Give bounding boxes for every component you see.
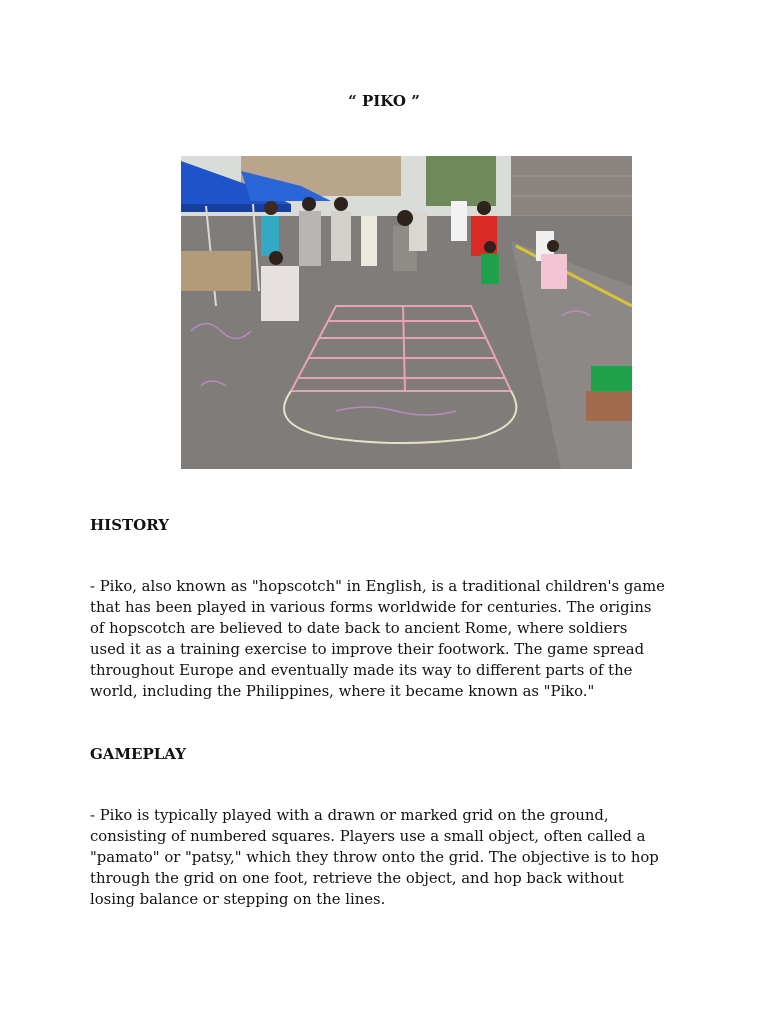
page-title: “ PIKO ” [348, 92, 420, 110]
hopscotch-street-photo [181, 156, 632, 469]
hopscotch-street-photo-icon [181, 156, 632, 469]
section-body-history: - Piko, also known as "hopscotch" in English, is a traditional children's game that has been played in various forms worldwide for centuries. The origins of hopscotch are believed to date back to ancient Rome, where soldiers used it as a training exercise to improve their footwork. The game spread throughout Europe and eventually made its way to different parts of the world, including the Philippines, where it became known as "Piko." [90, 578, 665, 700]
section-heading-gameplay: GAMEPLAY [90, 745, 186, 763]
section-heading-history: HISTORY [90, 516, 169, 534]
section-body-gameplay: - Piko is typically played with a drawn or marked grid on the ground, consisting of numbered squares. Players use a small object, often called a "pamato" or "patsy," which they throw onto the grid. The objective is to hop through the grid on one foot, retrieve the object, and hop back without losing balance or stepping on the lines. [90, 807, 659, 908]
